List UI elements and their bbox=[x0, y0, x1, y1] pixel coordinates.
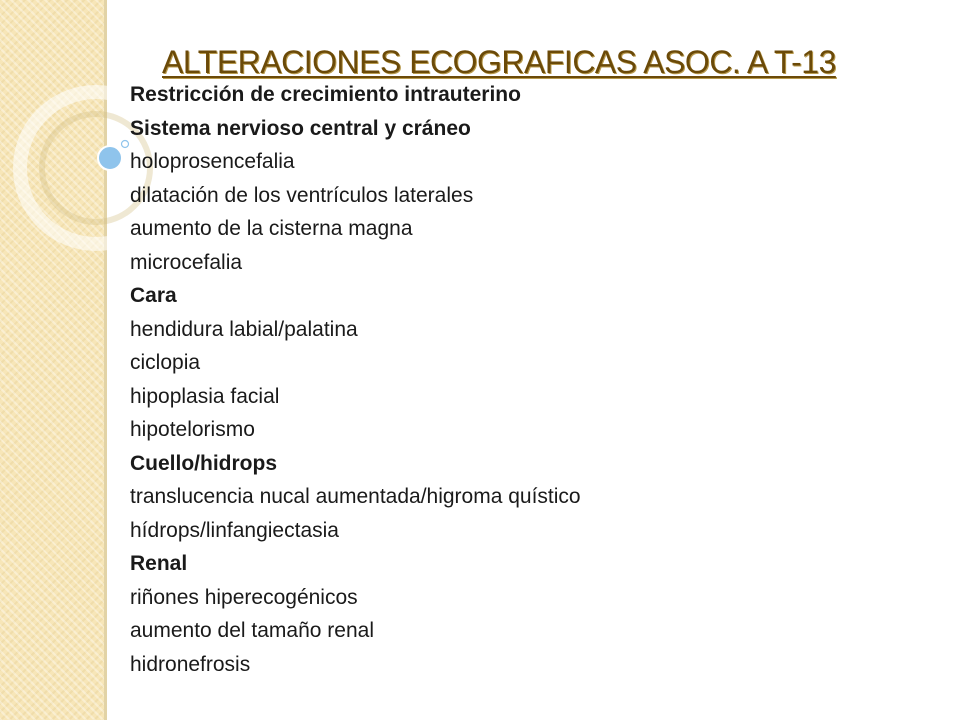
list-item: hendidura labial/palatina bbox=[130, 317, 358, 341]
list-item: dilatación de los ventrículos laterales bbox=[130, 183, 474, 207]
section-heading: Cara bbox=[130, 284, 177, 307]
list-item: riñones hiperecogénicos bbox=[130, 585, 358, 609]
list-item: hipoplasia facial bbox=[130, 384, 280, 408]
section-heading: Sistema nervioso central y cráneo bbox=[130, 116, 471, 140]
bullet-orb-small-icon bbox=[122, 141, 129, 148]
list-item: microcefalia bbox=[130, 250, 243, 274]
slide-title: ALTERACIONES ECOGRAFICAS ASOC. A T-13 bbox=[162, 44, 836, 80]
list-item: hídrops/linfangiectasia bbox=[130, 518, 339, 542]
list-item: ciclopia bbox=[130, 351, 201, 374]
bullet-orb-icon bbox=[98, 146, 122, 170]
list-item: aumento del tamaño renal bbox=[130, 619, 374, 642]
list-item: aumento de la cisterna magna bbox=[130, 217, 413, 240]
section-heading: Cuello/hidrops bbox=[130, 451, 277, 475]
list-item: hidronefrosis bbox=[130, 652, 251, 676]
list-item: holoprosencefalia bbox=[130, 150, 295, 173]
list-item: hipotelorismo bbox=[130, 418, 255, 441]
content-list bbox=[130, 78, 581, 681]
section-heading: Renal bbox=[130, 552, 188, 575]
section-heading: Restricción de crecimiento intrauterino bbox=[130, 83, 521, 106]
list-item: translucencia nucal aumentada/higroma quístico bbox=[130, 485, 581, 508]
